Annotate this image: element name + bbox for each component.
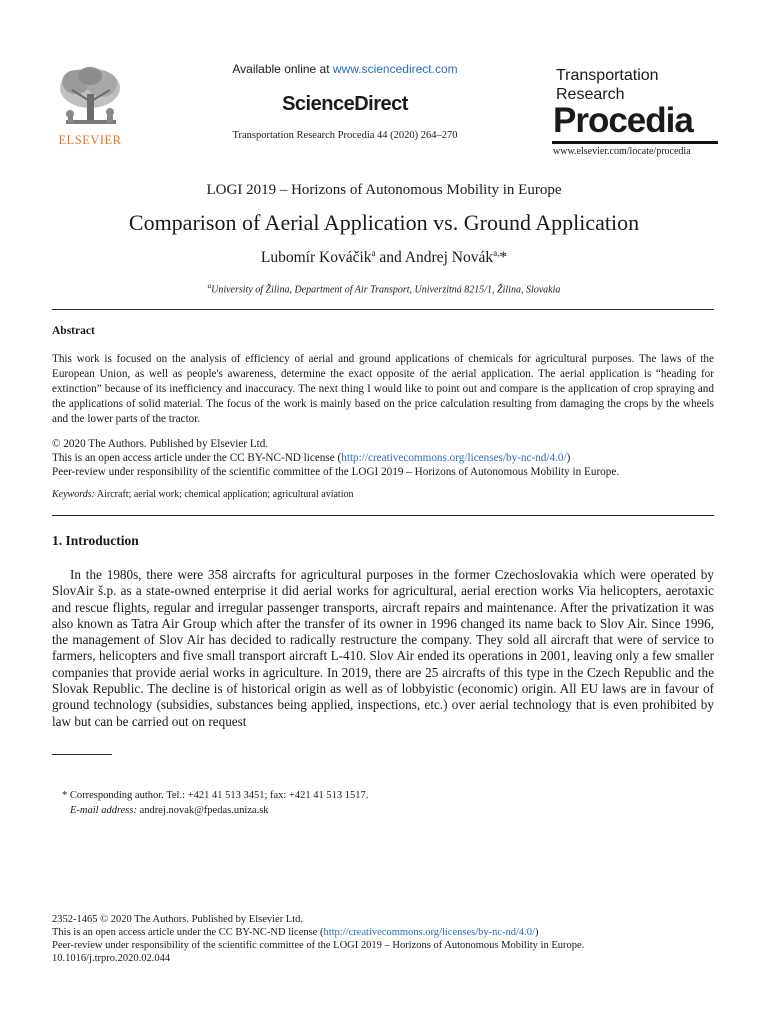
journal-logo-procedia: Procedia bbox=[553, 101, 693, 140]
article-title: Comparison of Aerial Application vs. Ground Application bbox=[128, 210, 640, 235]
author-1-affil: a bbox=[371, 248, 376, 258]
keywords-label: Keywords: bbox=[52, 489, 95, 500]
bottom-license-prefix: This is an open access article under the CC BY-NC-ND license ( bbox=[52, 927, 324, 938]
abstract-top-rule bbox=[52, 309, 714, 310]
bottom-peer-review-line: Peer-review under responsibility of the scientific committee of the LOGI 2019 – Horizons of Autonomous Mobility in Europe. bbox=[52, 940, 585, 951]
elsevier-wordmark: ELSEVIER bbox=[58, 133, 122, 147]
keywords-text: Aircraft; aerial work; chemical application; agricultural aviation bbox=[94, 489, 354, 500]
license-suffix: ) bbox=[566, 452, 571, 464]
sciencedirect-link[interactable]: www.sciencedirect.com bbox=[332, 62, 458, 76]
abstract-license-block bbox=[52, 437, 722, 479]
copyright-line: © 2020 The Authors. Published by Elsevier Ltd. bbox=[52, 438, 269, 450]
doi-line[interactable]: 10.1016/j.trpro.2020.02.044 bbox=[52, 953, 171, 964]
abstract-body: This work is focused on the analysis of efficiency of aerial and ground applications of chemicals for agricultural purposes. The laws of the European Union, as well as people's awareness, determine the exact opposite of the aerial application. The aerial application is “heading for extinction” because of its inefficiency and inaccuracy. The next thing I would like to point out and compare is the application of crop spraying and the applications of solid material. The focus of the work is mainly based on the price calculation resulting from damaging the crops by the wheels and the lower parts of the tractor. bbox=[52, 353, 714, 425]
issn-line: 2352-1465 © 2020 The Authors. Published by Elsevier Ltd. bbox=[52, 914, 304, 925]
journal-logo-divider bbox=[552, 141, 718, 144]
journal-url[interactable]: www.elsevier.com/locate/procedia bbox=[553, 146, 691, 157]
bottom-license-link[interactable]: http://creativecommons.org/licenses/by-nc-nd/4.0/ bbox=[323, 927, 535, 938]
sciencedirect-wordmark: ScienceDirect bbox=[282, 93, 408, 115]
affiliation-marker: a bbox=[207, 282, 212, 290]
author-1: Lubomír Kováčik bbox=[260, 249, 372, 267]
license-line bbox=[52, 451, 722, 465]
conference-name: LOGI 2019 – Horizons of Autonomous Mobility in Europe bbox=[206, 182, 562, 198]
journal-logo-line2: Research bbox=[556, 86, 625, 103]
affiliation-text: University of Žilina, Department of Air Transport, Univerzitná 8215/1, Žilina, Slovakia bbox=[211, 284, 561, 296]
license-prefix: This is an open access article under the CC BY-NC-ND license ( bbox=[52, 452, 342, 464]
corresponding-author-note: * Corresponding author. Tel.: +421 41 513 3451; fax: +421 41 513 1517. bbox=[62, 790, 369, 801]
email-note bbox=[70, 805, 269, 816]
corresponding-star: * bbox=[499, 249, 508, 267]
author-and: and bbox=[375, 249, 405, 267]
email-address[interactable]: andrej.novak@fpedas.uniza.sk bbox=[136, 805, 269, 816]
license-link[interactable]: http://creativecommons.org/licenses/by-nc-nd/4.0/ bbox=[341, 452, 567, 464]
footnote-rule bbox=[52, 754, 112, 755]
bottom-info-block bbox=[52, 913, 732, 965]
journal-logo-line1: Transportation bbox=[556, 67, 659, 84]
section-heading-introduction: 1. Introduction bbox=[52, 533, 139, 548]
introduction-paragraph: In the 1980s, there were 358 aircrafts for agricultural purposes in the former Czechoslovakia which were operated by SlovAir š.p. as a state-owned enterprise it did aerial works for agricultural, aerial erection works Via helicopters, aerotaxic and rescue flights, regular and irregular passenger transports, aircraft repairs and maintenance. After the privatization it was also known as Tatra Air Group which after the transfer of its owner in 1996 changed its name back to Slov Air. Since 1996, the management of Slov Air has decided to radically restructure the company. They sold all aircraft that were of service to farmers, helicopters and five small transport aircraft L-410. Slov Air ended its operations in 2001, leaving only a few smaller companies that provide aerial works in agriculture. In 2019, there are 25 aircrafts of this type in the Czech Republic and the Slovak Republic. The decline is of historical origin as well as of lobbyistic (economic) origin. All EU laws are in favour of ground technology (subsidies, substances being applied, inspections, etc.) over aerial technology that is even prohibited by law but can be carried out on request bbox=[52, 567, 714, 729]
authors bbox=[0, 248, 768, 267]
peer-review-line: Peer-review under responsibility of the scientific committee of the LOGI 2019 – Horizons of Autonomous Mobility in Europe. bbox=[52, 466, 620, 478]
bottom-license-line bbox=[52, 926, 732, 939]
abstract-heading: Abstract bbox=[52, 325, 95, 337]
bottom-license-suffix: ) bbox=[534, 927, 539, 938]
affiliation bbox=[0, 282, 768, 295]
available-online-text: Available online at bbox=[232, 62, 333, 76]
keywords-line bbox=[52, 489, 353, 500]
available-online-line bbox=[200, 62, 490, 76]
email-label: E-mail address: bbox=[70, 805, 137, 816]
abstract-bottom-rule bbox=[52, 515, 714, 516]
author-2-affil: a, bbox=[493, 248, 500, 258]
author-2: Andrej Novák bbox=[404, 249, 494, 267]
journal-citation: Transportation Research Procedia 44 (2020) 264–270 bbox=[232, 130, 458, 141]
